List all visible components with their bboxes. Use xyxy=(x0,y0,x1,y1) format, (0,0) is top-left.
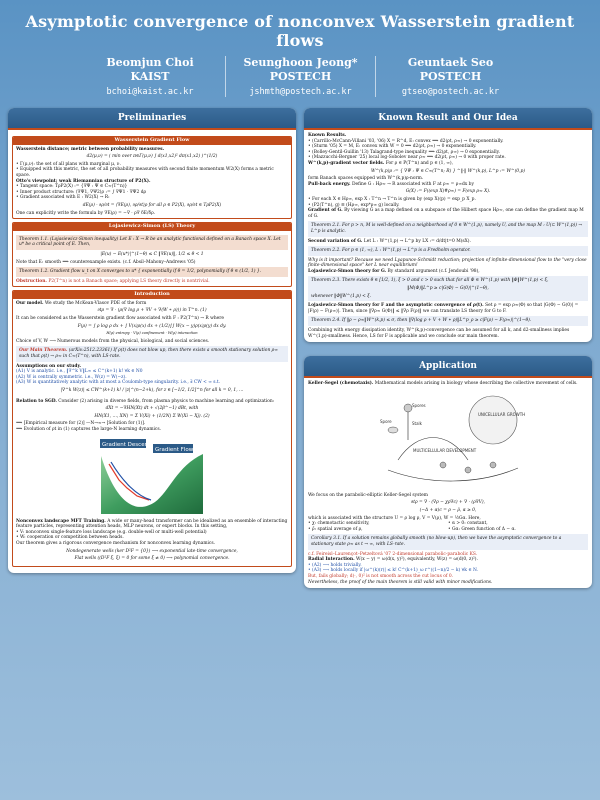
text-line: It can be considered as the Wasserstein gradient flow associated with F : P2(T^n) → R where xyxy=(16,316,224,322)
author-name: Seunghoon Jeong* xyxy=(243,56,358,69)
text-line xyxy=(16,301,288,307)
text-line: form Banach spaces equipped with W^(k,p)ρ-norm. xyxy=(308,176,424,182)
energy-terms: H(ρ) entropy · V(ρ) confinement · W(ρ) interaction xyxy=(106,331,198,336)
list-item: • W: cooperation or competition between heads. xyxy=(16,535,124,541)
left-column xyxy=(8,108,296,573)
text-line xyxy=(308,381,588,387)
text-line xyxy=(308,269,588,275)
text-line: One can explicitly write the formula by ∇E(ρ) = −∇ · ρ∇ δE/δρ. xyxy=(16,210,156,216)
author-email: gtseo@postech.ac.kr xyxy=(401,87,500,97)
main-theorem xyxy=(16,346,288,361)
equation: dXt = −∇HN(Xt) dt + √(2β^−1) dBt, with xyxy=(105,406,199,412)
theorem: Theorem 1.2. Gradient flow u_t on X converges to u* { exponentially if θ = 1/2, polynomially if θ ∈ (1/2, 1) }. xyxy=(16,267,288,277)
text: Let L : W^(1,p) → L^p by LX := d/dt|t=0 M(sX). xyxy=(363,238,471,244)
label: Known Results. xyxy=(308,133,347,138)
author-name: Beomjun Choi xyxy=(106,56,194,69)
section-heading: Preliminaries xyxy=(8,108,296,130)
text-line: • Gradient associated with E : W2(X) → R: xyxy=(16,195,110,201)
poster-header xyxy=(0,0,600,97)
text-line: Nevertheless, the proof of the main theorem is still valid with minor modifications. xyxy=(308,579,493,585)
preliminaries-panel xyxy=(8,108,296,573)
equation: (−Δ + α)c = ρ − ρ̄, α ≥ 0, xyxy=(419,508,477,513)
list-item: • ρ̄: spatial average of ρ, xyxy=(308,526,363,532)
text-line: We focus on the parabolic-elliptic Keller-Segel system xyxy=(308,492,428,498)
list-item: • (A3) ⟶ holds locally if |ω^(k)(r)| ≤ k! C^(k+1)_ω r^((1−n)/2 − k) ∀k ∈ N. xyxy=(308,568,478,574)
text-line xyxy=(16,399,288,405)
term: V(ρ) confinement xyxy=(133,331,165,336)
text: We study the McKean-Vlasov PDE of the form xyxy=(44,300,147,306)
label: Lojasiewicz-Simon theory for G. xyxy=(308,268,387,274)
spore-shape xyxy=(388,427,398,433)
label: Nonconvex landscape MFT Training. xyxy=(16,518,106,524)
fig-label-gf: Gradient Flow xyxy=(155,446,194,453)
text-line: Our theorem gives a rigorous convergence mechanism for nonconvex learning dynamics. xyxy=(16,540,215,546)
list-item: • (P2(T^n), g) ≅ (Hρ∞, exp*ρ∞ g) locally. xyxy=(308,202,400,208)
section-heading: Application xyxy=(304,356,592,378)
corollary: Corollary 3.1. If a solution remains globally smooth (no blow-up), then we have the asymptotic convergence to a stationary state ρ∞ as t → ∞, with LS-rate. xyxy=(308,534,588,549)
author-name: Geuntaek Seo xyxy=(407,56,494,69)
author-affiliation: POSTECH xyxy=(269,70,332,83)
label: Second variation of G. xyxy=(308,238,363,244)
gradient-landscape-figure xyxy=(97,436,207,516)
text-line xyxy=(16,519,288,530)
text: By viewing G as a map defined on a subspace of the Hilbert space Hρ∞, one can define the gradient map M of G. xyxy=(308,208,584,219)
text-line: ⟹ [Empirical measure for (2)] —N→∞→ [Solution for (1)]. xyxy=(16,421,146,427)
theorem: Theorem 2.4. If ‖ρ − ρ∞‖W^(k,p) ≤ σ, then ‖∇(log ρ + V + W ∗ ρ)‖L^p_ρ ≥ c|F(ρ) − F(ρ∞)|^(1−θ). xyxy=(308,316,588,326)
text-line: • Γ(μ,ν): the set of all plans with marginal μ, ν. xyxy=(16,161,121,167)
reference: c.f. Feireisl–Laurençot–Petzeltová '07 2-dimensional parabolic-parabolic KS. xyxy=(308,551,478,557)
equation: ∂tρ = ∇ · (ρ(∇ log ρ + ∇V + ∇(W ∗ ρ))) in T^n. (1) xyxy=(97,308,207,314)
theorem: Theorem 2.1. For p > n, M is well-defined on a neighborhood of 0 ∈ W^(1,p), namely U, and the map M : U(⊂ W^(1,p)) → L^p is analytic. xyxy=(308,221,588,236)
section-body xyxy=(304,378,592,588)
text-line: which is associated with the structure U = ρ log ρ, V = V(ρ), W = ½Gα. Here, xyxy=(308,515,481,521)
text-line: Note that E: smooth ⟹ counterexample exists. (c.f. Absil–Mahony–Andrews '05) xyxy=(16,259,196,265)
obstruction-label: Obstruction. xyxy=(16,278,47,284)
fig-label: Stalk xyxy=(412,420,422,426)
author-affiliation: POSTECH xyxy=(419,70,482,83)
equation: |E(u) − E(u*)|^(1−θ) ≤ C ‖∇E(u)‖, 1/2 ≤ θ < 1 xyxy=(100,251,204,257)
poster-title: Asymptotic convergence of nonconvex Wasserstein gradient flows xyxy=(25,12,575,50)
ks-items xyxy=(308,521,588,532)
list-item: • χ: chemotactic sensitivity, xyxy=(308,521,370,527)
label: Our model. xyxy=(16,300,44,306)
theorem: Theorem 2.2. For p ∈ (1, ∞), L : W^(1,p) → L^p is a Fredholm operator. xyxy=(308,246,588,256)
list-item: • (Sturm '05) X = M, E: convex with W = 0 ⟹ d2(ρt, ρ∞) → 0 exponentially. xyxy=(308,144,477,150)
label: Relation to SGD. xyxy=(16,398,57,404)
aggregate xyxy=(440,462,446,468)
author-email: bchoi@kaist.ac.kr xyxy=(106,87,194,97)
equation: G(X) := F((exp X)#ρ∞) = F(exp ρ∞ X). xyxy=(405,189,491,195)
text-line: • Tangent space: TρP2(X) := {∇Ψ : Ψ ∈ C∞(T^n)} xyxy=(16,184,128,190)
text-line: Combining with energy dissipation identity, W^(k,p)-convergence can be assumed for all k, and d2-smallness implies W^(1,p)-smallness. Hence, LS for F is applicable and we conclude our main theorem. xyxy=(308,328,570,339)
growth-circle xyxy=(469,396,517,444)
known-result-panel xyxy=(304,108,592,342)
list-item: • (Carrillo-McCann-Villani '03, '06) X = R^d, E: convex ⟹ d2(ρt, ρ∞) → 0 exponentially. xyxy=(308,138,504,144)
equation: ‖M(Φ)‖L^p ≥ c|G(Φ) − G(0)|^(1−θ), xyxy=(407,286,489,292)
text: W(x − y) = ω(d(x, y)²), equivalently, W(z) = ω(d(0, z)²). xyxy=(356,557,478,563)
text-line: Nondegenerate wells (ker D²F = {0}) ⟶ exponential late-time convergence, xyxy=(66,548,238,554)
obstruction-text: P2(T^n) is not a Banach space; applying LS theory directly is nontrivial. xyxy=(48,278,210,284)
equation: dE(ρ) · ∂ρ/∂t = ⟨∇E(ρ), ∂ρ/∂t⟩ρ for all ρ ∈ P2(X), ∂ρ/∂t ∈ TρP2(X) xyxy=(82,202,222,208)
text-line xyxy=(308,182,588,188)
list-item: • (Bolley-Gentil-Guillin '13) Talagrand-type inequality ⟹ d2(ρt, ρ∞) → 0 exponentially. xyxy=(308,149,500,155)
text: For ρ ∈ P(T^n) and p ∈ (1, ∞), xyxy=(385,160,454,166)
author-1 xyxy=(75,56,225,97)
intro-box xyxy=(12,290,292,566)
box-heading: Lojasiewicz-Simon (LS) Theory xyxy=(13,223,291,231)
list-item: • α > 0: constant, xyxy=(448,521,488,527)
text-line xyxy=(308,239,588,245)
text-line xyxy=(308,303,588,314)
assumption: (A1) V is analytic. i.e., ‖∇^k V‖L∞ ≤ C^(k+1) k! ∀k ∈ N0 xyxy=(16,369,143,375)
fig-label-gd: Gradient Descent xyxy=(102,441,151,448)
list-item: • Gα: Green function of Δ − α. xyxy=(448,526,516,532)
list-item: • (Mazzucchi-Bergner '25) local log-Sobolev near ρ∞ ⟹ d2(ρt, ρ∞) → 0 with proper rate. xyxy=(308,155,506,161)
list-item: • V: nonconvex single-feature loss landscape (e.g. double-well or multi-well potential) xyxy=(16,529,207,535)
ls-box xyxy=(12,222,292,287)
theorem-text: whenever ‖Φ‖W^(1,p) < ξ. xyxy=(311,293,372,299)
fig-label: MULTICELLULAR DEVELOPMENT xyxy=(413,447,477,453)
text-line: • Equipped with this metric, the set of all probability measures with second finite momentum W2(X) forms a metric space. xyxy=(16,167,274,178)
fig-label: UNICELLULAR GROWTH xyxy=(478,411,526,417)
text: (arXiv:2512.23361) If ρ(t) does not blow up, then there exists a smooth stationary solution ρ∞ such that ρ(t) → ρ∞ in C∞(T^n), with LS-rate. xyxy=(19,348,278,360)
text-line: Why is it important? Because we need Lyapunov-Schmidt reduction; projection of infinite-dimensional flow to the "very close finite-dimensional space" ker L near equilibrium! xyxy=(308,257,587,269)
box-body xyxy=(13,299,291,566)
equation: d2(μ,ν) = ( min over π∈Γ(μ,ν) ∫ d(x1,x2)² dπ(x1,x2) )^(1/2) xyxy=(86,154,218,160)
text-line xyxy=(308,161,588,167)
list-item: • For each X ∈ Hρ∞, exp X : T^n → T^n is given by (exp X)(p) = exp_p X_p. xyxy=(308,196,476,202)
section-body xyxy=(8,130,296,573)
aggregate xyxy=(490,462,496,468)
obstruction xyxy=(16,279,288,285)
text-line: ⟹ Evolution of ρt in (1) captures the large-N learning dynamics. xyxy=(16,426,161,432)
theorem: Theorem 1.1. (Lojasiewicz-Simon inequality) Let E : X → R be an analytic functional defined on a Banach space X. Let u* be a critical point of E. Then, xyxy=(16,235,288,250)
term: H(ρ) entropy xyxy=(106,331,130,336)
fig-label: Spores xyxy=(412,402,426,408)
box-body xyxy=(13,145,291,219)
author-2 xyxy=(225,56,375,97)
text: Mathematical models arising in biology whose describing the collective movement of cells. xyxy=(374,381,578,387)
landscape-surface xyxy=(101,454,203,514)
text-line: • Inner product structure: ⟨∇Ψ1, ∇Ψ2⟩ρ := ∫ ∇Ψ1 · ∇Ψ2 dρ xyxy=(16,189,147,195)
equation: W^(k,p)ρ := { ∇Ψ : Ψ ∈ C∞(T^n; R) } ^‖·‖ W^(k,p), L^p := W^(0,p) xyxy=(370,168,526,174)
label: Radial Interaction. xyxy=(308,557,355,563)
section-body xyxy=(304,130,592,342)
author-3 xyxy=(375,56,525,97)
text-line xyxy=(308,208,588,219)
label: Pull-back energy. xyxy=(308,181,351,187)
wgf-box xyxy=(12,136,292,219)
text-line: Otto's viewpoint; weak Riemannian structure of P2(X). xyxy=(16,178,151,184)
label: W^(k,p)-gradient vector fields. xyxy=(308,160,385,166)
author-affiliation: KAIST xyxy=(130,70,170,83)
fruiting-body xyxy=(404,404,412,412)
term: W(ρ) interaction xyxy=(167,331,198,336)
equation: HN(X1, …, XN) = Σ V(Xi) + (1/2N) Σ W(Xi − Xj). (2) xyxy=(94,413,210,419)
box-body xyxy=(13,231,291,287)
box-heading: Wasserstein Gradient Flow xyxy=(13,137,291,145)
text: A wide or many-head transformer can be idealized as an ensemble of interacting feature particles, representing attention heads, MLP neurons, or expert blocks. In this setting, xyxy=(16,518,288,530)
assumption: (A3) W is quantitatively analytic with at most a Coulomb-type singularity. i.e., ∃ CW < ∞ s.t. xyxy=(16,380,221,386)
application-panel xyxy=(304,356,592,588)
box-heading: Introduction xyxy=(13,291,291,299)
text-line: Flat wells ((D²F ξ, ξ) = 0 for some ξ ≠ 0) ⟶ polynomial convergence. xyxy=(74,556,230,562)
label: Gradient of G. xyxy=(308,208,343,214)
section-heading: Known Result and Our Idea xyxy=(304,108,592,130)
dictyostelium-lifecycle-figure xyxy=(368,390,528,490)
fig-label: Spore xyxy=(380,418,392,424)
label: Assumptions on our study. xyxy=(16,363,82,369)
text: Define G : Hρ∞ → R associated with F at ρ∞ = ρ∞dx by xyxy=(351,181,474,187)
cycle-arc xyxy=(388,468,518,481)
equation: |∇^k W(z)| ≤ CW^(k+1) k! / |z|^(n−2+k), for z ∈ [−1/2, 1/2]^n for all k = 0, 1, … xyxy=(60,388,244,393)
equation: ∂tρ = ∇ · (∇ρ − χρ∇c) + ∇ · (ρ∇V), xyxy=(410,500,485,506)
equation: F(ρ) = ∫ ρ log ρ dx + ∫ V(x)ρ(x) dx + (1/2)∫∫ W(x − y)ρ(x)ρ(y) dx dy. xyxy=(77,323,227,329)
text: By standard argument (c.f. Jendoubi '98), xyxy=(387,268,480,274)
theorem xyxy=(308,276,588,301)
text-line: Wasserstein distance; metric between probability measures. xyxy=(16,146,165,152)
label: Lojasiewicz-Simon theory for F and the asymptotic convergence of ρ(t). xyxy=(308,303,484,309)
text-line: Choice of V, W ⟶ Numerous models from the physical, biological, and social sciences. xyxy=(16,338,210,344)
label: Our Main Theorem. xyxy=(19,348,68,354)
label: Keller-Segel (chemotaxis). xyxy=(308,381,374,387)
list-item: • (A2) ⟶ holds trivially. xyxy=(308,562,362,568)
author-list xyxy=(0,56,600,97)
text: Set ρ = exp ρ∞(Φ) so that |G(Φ) − G(0)| = |F(ρ) − F(ρ∞)|. Then, since ‖∇ρ∞ G(Φ)‖ ≤ ‖∇ρ F(ρ)‖ we can translate LS theory for G to F. xyxy=(308,303,579,314)
assumption: (A2) W is centrally symmetric. i.e., W(z) = W(−z). xyxy=(16,374,127,380)
list-item: But, fails globally; d(·, 0)² is not smooth across the cut locus of 0. xyxy=(308,573,454,579)
aggregate xyxy=(465,467,471,473)
author-email: jshmth@postech.ac.kr xyxy=(249,87,352,97)
right-column xyxy=(304,108,592,588)
theorem-text: Theorem 2.3. There exists θ ∈ [1/2, 1), ξ > 0 and c > 0 such that for all Φ ∈ W^(1,p) with ‖Φ‖W^(1,p) < ξ, xyxy=(311,278,549,284)
text: Consider (2) arising in diverse fields, from plasma physics to machine learning and optimization: xyxy=(58,398,275,404)
